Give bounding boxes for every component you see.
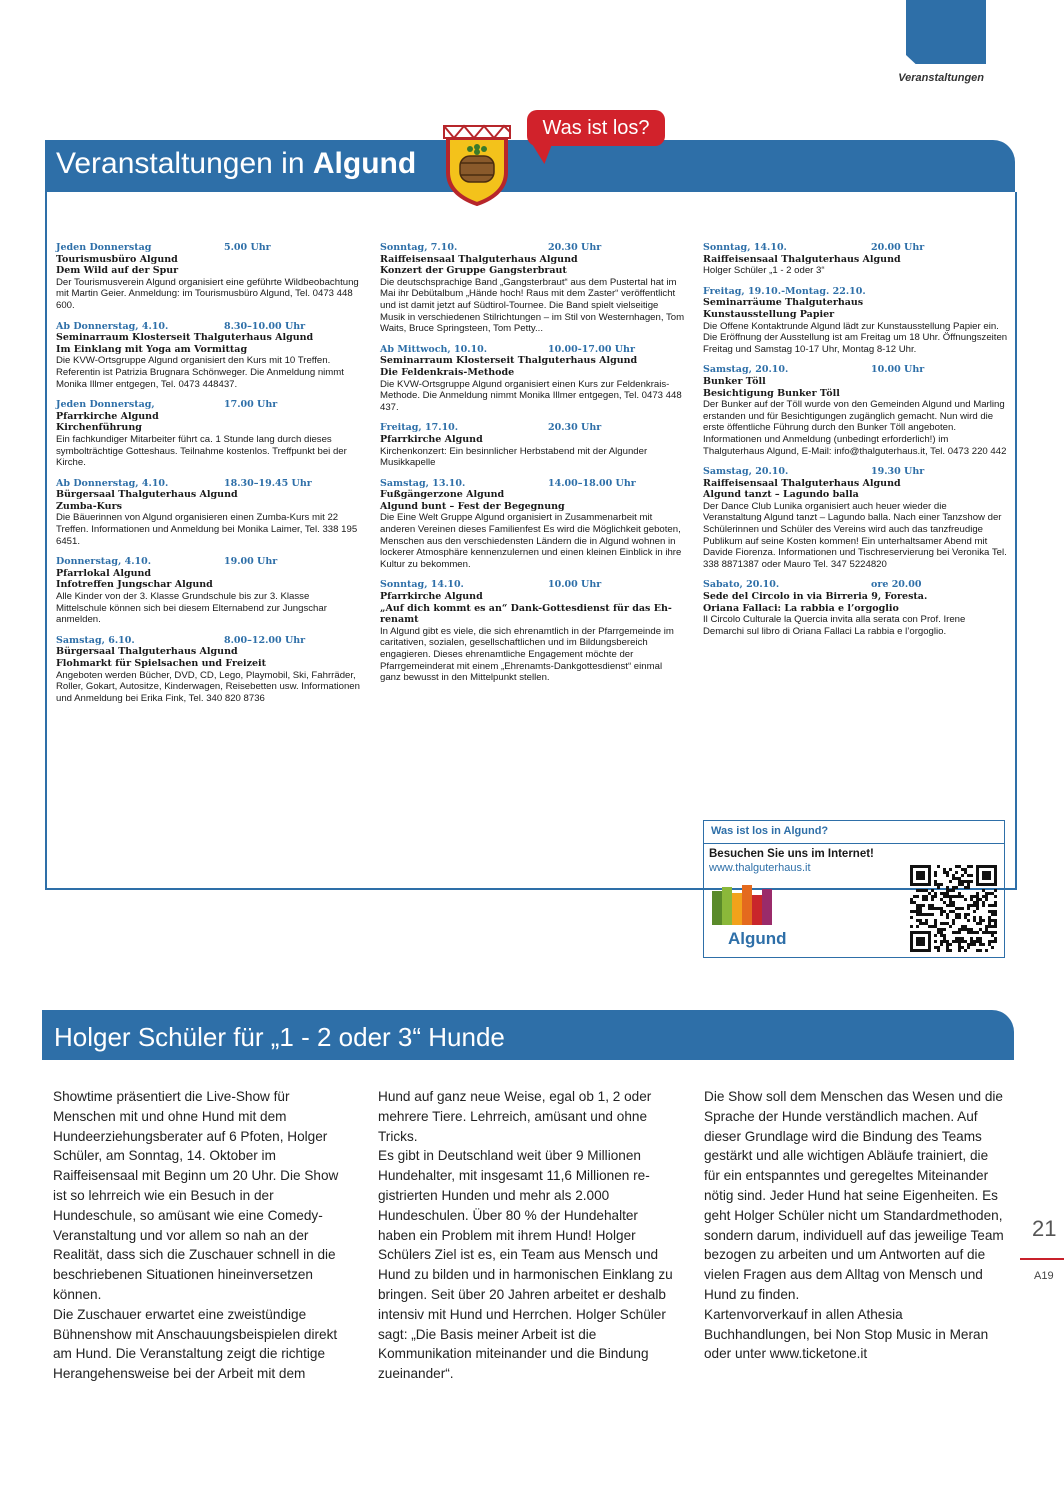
event-description: Die KVW-Ortsgruppe Algund organisiert einen Kurs zur Feldenkrais-Methode. Die Anmeldung nimmt Monika Illmer entgegen, Tel. 0473 448 437. bbox=[380, 378, 682, 413]
event-title: Algund tanzt – Lagundo balla bbox=[703, 489, 859, 501]
event-description: Die KVW-Ortsgruppe Algund organisiert den Kurs mit 10 Treffen. Referentin ist Patrizia Brugnara Schönweger. Die Anmeldung nimmt Monika Illmer entgegen, Tel. 0473 448437. bbox=[56, 355, 344, 390]
event-time: 18.30–19.45 Uhr bbox=[224, 477, 312, 489]
qr-code-icon[interactable] bbox=[910, 865, 997, 952]
event-title: Kirchenführung bbox=[56, 422, 142, 434]
event-place: Raiffeisensaal Thalguterhaus Algund bbox=[703, 477, 901, 489]
event-date: Jeden Donnerstag bbox=[56, 242, 152, 253]
event-place: Seminarraum Klosterseit Thalguterhaus Algund bbox=[56, 332, 314, 344]
speech-bubble: Was ist los? bbox=[527, 110, 665, 146]
event-description: In Algund gibt es viele, die sich ehrenamtlich in der Pfarrgemeinde im caritativen, sozialen, gesellschaftlichen und im Bildungsbereich engagieren. Dieses ehrenamtliche Engagement möchte der Pfarrgemeinderat mit einem „Ehrenamts-Dankgottesdienst“ einmal ganz bewusst in den Mittelpunkt stellen. bbox=[380, 625, 674, 684]
event-item bbox=[703, 286, 1008, 356]
event-date: Sabato, 20.10. bbox=[703, 579, 780, 591]
event-item bbox=[380, 478, 685, 571]
event-header bbox=[703, 242, 1008, 254]
event-place: Bunker Töll bbox=[703, 375, 766, 387]
event-description: Il Circolo Culturale la Quercia invita alla serata con Prof. Irene Demarchi sul libro di Oriana Fallaci La rabbia e l’orgoglio. bbox=[703, 614, 966, 637]
event-item bbox=[56, 635, 361, 705]
event-title: Algund bunt – Fest der Begegnung bbox=[380, 500, 565, 512]
event-place: Pfarrlokal Algund bbox=[56, 567, 152, 579]
event-description: Kirchenkonzert: Ein besinnlicher Herbstabend mit der Algunder Musikkapelle bbox=[380, 445, 648, 469]
event-item bbox=[703, 364, 1008, 457]
event-time: 10.00 Uhr bbox=[871, 364, 925, 376]
event-description: Die Bäuerinnen von Algund organisieren einen Zumba-Kurs mit 22 Treffen. Informationen und Anmeldung bei Monika Laimer, Tel. 338 195 6451. bbox=[56, 512, 358, 547]
event-place: Pfarrkirche Algund bbox=[56, 410, 159, 422]
event-description: Angeboten werden Bücher, DVD, CD, Lego, Playmobil, Ski, Fahrräder, Roller, Gokart, Autositze, Kinderwagen, Reisebetten usw. Informationen und Anmeldung bei Erika Fink, Tel. 340 820 8736 bbox=[56, 669, 360, 704]
event-time: 8.00–12.00 Uhr bbox=[224, 634, 306, 646]
event-title: Oriana Fallaci: La rabbia e l’orgoglio bbox=[703, 602, 899, 614]
event-header bbox=[380, 579, 685, 591]
event-date: Samstag, 6.10. bbox=[56, 634, 135, 646]
event-time: 20.00 Uhr bbox=[871, 242, 925, 253]
event-date: Freitag, 17.10. bbox=[380, 422, 459, 434]
event-item bbox=[703, 579, 1008, 637]
divider bbox=[704, 843, 1004, 844]
event-place: Sede del Circolo in via Birreria 9, Foresta. bbox=[703, 591, 928, 603]
event-date: Ab Donnerstag, 4.10. bbox=[56, 320, 169, 332]
event-time: 14.00–18.00 Uhr bbox=[548, 477, 636, 489]
event-description: Holger Schüler „1 - 2 oder 3“ bbox=[703, 265, 825, 277]
event-header bbox=[703, 364, 1008, 376]
page-number: 21 bbox=[1032, 1216, 1057, 1241]
event-item bbox=[56, 556, 361, 626]
event-time: 5.00 Uhr bbox=[224, 242, 271, 253]
event-place: Bürgersaal Thalguterhaus Algund bbox=[56, 646, 238, 658]
info-box-question: Was ist los in Algund? bbox=[711, 825, 829, 837]
event-header bbox=[56, 321, 361, 333]
event-date: Samstag, 20.10. bbox=[703, 364, 789, 376]
page-code: A19 bbox=[1034, 1270, 1054, 1282]
events-column-2 bbox=[380, 242, 685, 693]
algund-logo-text: Algund bbox=[728, 929, 787, 948]
event-item bbox=[56, 478, 361, 548]
event-place: Bürgersaal Thalguterhaus Algund bbox=[56, 489, 238, 501]
event-title: Flohmarkt für Spielsachen und Freizeit bbox=[56, 658, 267, 669]
event-header bbox=[703, 579, 1008, 591]
event-header bbox=[380, 242, 685, 254]
article-paragraph: Showtime präsentiert die Live-Show für Menschen mit und ohne Hund mit dem Hundeerziehungsberater auf 6 Pfoten, Holger Schüler, am Sonntag, 14. Oktober im Raiffeisensaal mit Beginn um 20 Uhr. Die Show ist so lehrreich wie ein Besuch in der Hundeschule, so amüsant wie eine Comedy-Veranstaltung und vor allem so nah an der Realität, dass sich die Zuschauer schnell in die beschriebenen Situationen hineinversetzen können. bbox=[53, 1089, 339, 1302]
event-title: Besichtigung Bunker Töll bbox=[703, 387, 840, 399]
event-header bbox=[56, 478, 361, 490]
event-date: Ab Mittwoch, 10.10. bbox=[380, 343, 488, 355]
event-item bbox=[56, 242, 361, 312]
article-column-2 bbox=[378, 1087, 678, 1384]
event-title: Die Feldenkrais-Methode bbox=[380, 366, 515, 378]
event-item bbox=[380, 344, 685, 414]
event-title: „Auf dich kommt es an“ Dank-Gottesdienst für das Ehrenamt bbox=[380, 602, 672, 626]
event-item bbox=[380, 242, 685, 335]
event-header bbox=[380, 478, 685, 490]
event-place: Tourismusbüro Algund bbox=[56, 253, 178, 265]
event-date: Jeden Donnerstag, bbox=[56, 399, 155, 411]
event-item bbox=[380, 579, 685, 683]
event-description: Alle Kinder von der 3. Klasse Grundschule bis zur 3. Klasse Mittelschule können sich bei diesem Elternabend zur Jungschar anmelden. bbox=[56, 591, 327, 626]
article-column-3 bbox=[704, 1087, 1004, 1364]
event-header bbox=[56, 399, 361, 411]
event-time: 10.00 Uhr bbox=[548, 579, 602, 591]
event-time: 20.30 Uhr bbox=[548, 242, 602, 253]
event-header bbox=[703, 466, 1008, 478]
event-place: Seminarraum Klosterseit Thalguterhaus Algund bbox=[380, 355, 638, 367]
event-time: 17.00 Uhr bbox=[224, 399, 278, 411]
article-column-1 bbox=[53, 1087, 353, 1384]
article-paragraph: Kartenvorverkauf in allen Athesia Buchhandlungen, bei Non Stop Music in Meran oder unter www.ticketone.it bbox=[704, 1306, 989, 1362]
event-place: Seminarräume Thalguterhaus bbox=[703, 297, 864, 309]
events-column-1 bbox=[56, 242, 361, 713]
event-description: Der Dance Club Lunika organisiert auch heuer wieder die Veranstaltung Algund tanzt – Lagundo balla. Nach einer Tanzshow der Schülerinnen und Schüler des Vereins wird auch das tanzfreudige Publikum auf seine Kosten kommen! Ein unterhaltsamer Abend mit Davide Fiorenza. Informationen und Tischreservierung bei Veronika Tel. 338 8871387 oder Mauro Tel. 347 5224820 bbox=[703, 500, 1007, 570]
event-title: Infotreffen Jungschar Algund bbox=[56, 579, 213, 591]
event-time: 19.30 Uhr bbox=[871, 466, 925, 478]
event-date: Donnerstag, 4.10. bbox=[56, 556, 152, 568]
event-date: Samstag, 13.10. bbox=[380, 477, 466, 489]
event-description: Der Tourismusverein Algund organisiert eine geführte Wildbeobachtung mit Martin Geier. Anmeldung: im Tourismusbüro Algund, Tel. 0473 448 600. bbox=[56, 276, 359, 311]
info-box-visit: Besuchen Sie uns im Internet! bbox=[709, 848, 874, 860]
event-item bbox=[703, 242, 1008, 277]
event-title: Zumba-Kurs bbox=[56, 500, 122, 512]
event-date: Sonntag, 7.10. bbox=[380, 242, 458, 253]
event-description: Ein fachkundiger Mitarbeiter führt ca. 1 Stunde lang durch dieses symbolträchtige Gotteshaus. Teilnahme kostenlos. Treffpunkt bei der Kirche. bbox=[56, 433, 347, 469]
event-date: Samstag, 20.10. bbox=[703, 466, 789, 478]
algund-crest-icon bbox=[440, 122, 514, 206]
event-title: Im Einklang mit Yoga am Vormittag bbox=[56, 343, 248, 355]
event-item bbox=[56, 321, 361, 391]
event-date: Ab Donnerstag, 4.10. bbox=[56, 477, 169, 489]
event-title: Kunstausstellung Papier bbox=[703, 308, 835, 320]
article-paragraph: Hund auf ganz neue Weise, egal ob 1, 2 oder mehrere Tiere. Lehrreich, amüsant und ohne Tricks. bbox=[378, 1089, 652, 1144]
event-item bbox=[56, 399, 361, 469]
event-description: Die Offene Kontaktrunde Algund lädt zur Kunstausstellung Papier ein. Die Eröffnung der Ausstellung ist am Freitag um 18 Uhr. Öffnungszeiten Freitag und Samstag 10-17 Uhr, Montag 8-12 Uhr. bbox=[703, 320, 1008, 355]
event-time: 8.30–10.00 Uhr bbox=[224, 320, 306, 332]
event-title: Konzert der Gruppe Gangsterbraut bbox=[380, 265, 567, 277]
event-header bbox=[380, 422, 685, 434]
event-item bbox=[703, 466, 1008, 570]
event-header bbox=[703, 286, 1008, 298]
section-tab-marker bbox=[906, 0, 986, 64]
event-place: Pfarrkirche Algund bbox=[380, 433, 483, 445]
event-item bbox=[380, 422, 685, 468]
events-column-3 bbox=[703, 242, 1008, 646]
event-description: Die deutschsprachige Band „Gangsterbraut“ aus dem Pustertal hat im Mai ihr Debütalbum „Hände hoch! Raus mit dem Zaster“ veröffentlicht und ist damit jetzt auf Südtirol-Tournee. Die Band spielt vielseitige Musik in verschiedenen Stilrichtungen – im Stil von Westernhagen, Tom Waits, Bruce Springsteen, Tom Petty... bbox=[380, 276, 685, 335]
page-number-rule bbox=[1020, 1258, 1064, 1260]
events-title: Veranstaltungen in Algund bbox=[56, 147, 417, 180]
event-time: 19.00 Uhr bbox=[224, 556, 278, 568]
event-time: 10.00-17.00 Uhr bbox=[548, 343, 635, 355]
event-date: Freitag, 19.10.-Montag. 22.10. bbox=[703, 285, 866, 297]
article-paragraph: Die Zuschauer erwartet eine zweistündige Bühnenshow mit Anschauungsbeispielen direkt am Hund. Die Veranstaltung zeigt die richtige Herangehensweise bei der Arbeit mit dem bbox=[53, 1306, 338, 1382]
info-box bbox=[703, 820, 1005, 958]
event-title: Dem Wild auf der Spur bbox=[56, 265, 179, 277]
event-date: Sonntag, 14.10. bbox=[703, 242, 787, 253]
event-description: Die Eine Welt Gruppe Algund organisiert in Zusammenarbeit mit anderen Vereinen dieses Familienfest Es wird die Möglichkeit geboten, Menschen aus den verschiedensten Ländern die in Algund wohnen in lockerer Atmosphäre kennenzulernen und einen kleinen Einblick in ihre Kultur zu bekommen. bbox=[380, 512, 682, 570]
event-time: ore 20.00 bbox=[871, 579, 922, 591]
website-link[interactable]: www.thalguterhaus.it bbox=[709, 862, 811, 874]
event-header bbox=[56, 635, 361, 647]
article-paragraph: Es gibt in Deutschland weit über 9 Millionen Hundehalter, mit insgesamt 11,6 Millionen registrierten Hunden und mehr als 2.000 Hundeschulen. Über 80 % der Hundehalter haben ein Problem mit ihrem Hund! Holger Schülers Ziel ist es, ein Team aus Mensch und Hund zu bilden und in harmonischen Einklang zu bringen. Seit über 20 Jahren arbeitet er deshalb intensiv mit Hund und Herrchen. Holger Schüler sagt: „Die Basis meiner Arbeit ist die Kommunikation miteinander und die Bindung zueinander“. bbox=[378, 1148, 673, 1382]
event-date: Sonntag, 14.10. bbox=[380, 579, 464, 591]
event-header bbox=[56, 242, 361, 254]
event-place: Fußgängerzone Algund bbox=[380, 489, 505, 501]
section-label: Veranstaltungen bbox=[898, 72, 984, 84]
event-place: Raiffeisensaal Thalguterhaus Algund bbox=[703, 253, 901, 265]
article-title: Holger Schüler für „1 - 2 oder 3“ Hunde bbox=[54, 1022, 505, 1052]
event-description: Der Bunker auf der Töll wurde von den Gemeinden Algund und Marling erstanden und für Besichtigungen zugänglich gemacht. Nun wird die erste öffentliche Führung durch den Bunker Töll angeboten. Informationen und Anmeldung (unbedingt erforderlich!) im Thalguterhaus Algund, E-Mail: info@thalguterhaus.it, Tel. 0473 220 442 bbox=[703, 399, 1007, 457]
event-header bbox=[380, 344, 685, 356]
event-place: Pfarrkirche Algund bbox=[380, 591, 483, 603]
article-paragraph: Die Show soll dem Menschen das Wesen und die Sprache der Hunde verständlich machen. Auf dieser Grundlage wird die Bindung des Teams gestärkt und alle wichtigen Abläufe trainiert, die für ein entspanntes und geregeltes Miteinander nötig sind. Jeder Hund hat seine Eigenheiten. Es geht Holger Schüler nicht um Standardmethoden, sondern darum, individuell auf das jeweilige Team bezogen zu arbeiten und um Antworten auf die vielen Fragen aus dem Alltag von Mensch und Hund zu finden. bbox=[704, 1089, 1004, 1302]
event-time: 20.30 Uhr bbox=[548, 422, 602, 434]
event-place: Raiffeisensaal Thalguterhaus Algund bbox=[380, 253, 578, 265]
event-header bbox=[56, 556, 361, 568]
